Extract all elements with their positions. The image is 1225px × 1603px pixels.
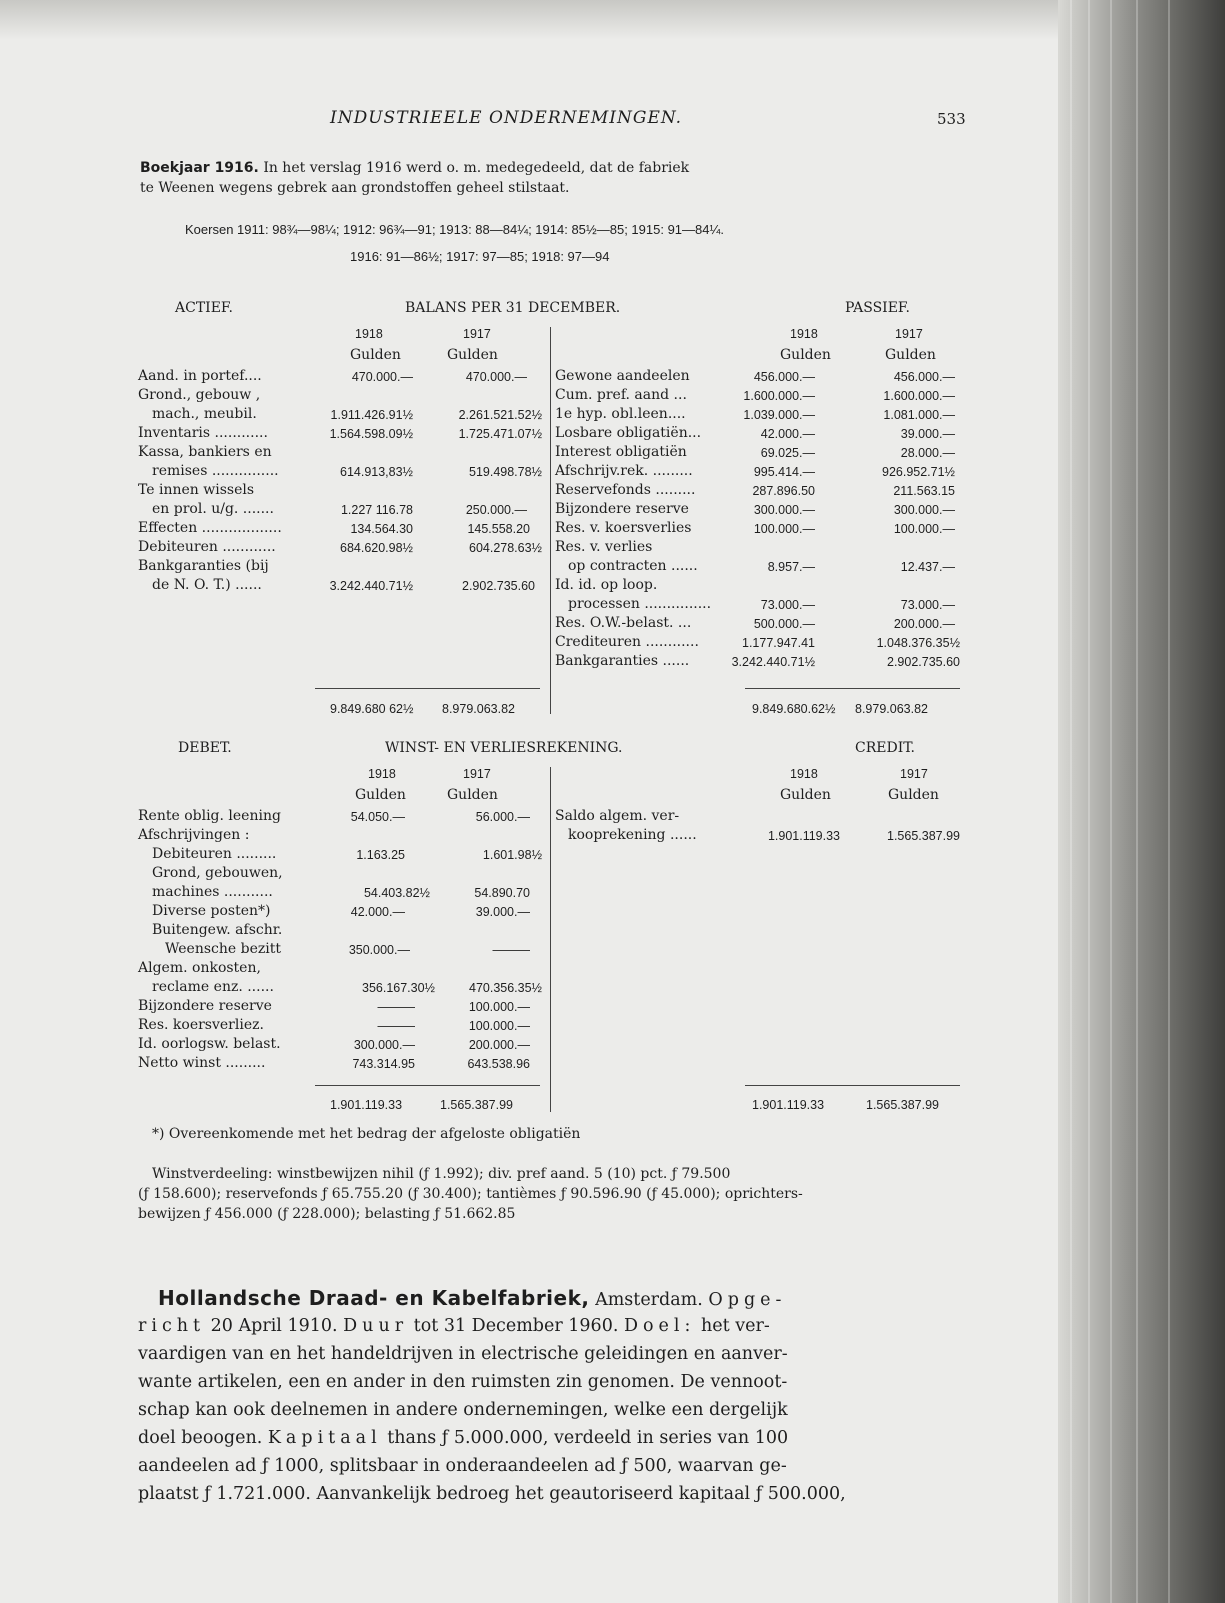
wv-title: WINST- EN VERLIESREKENING. (385, 740, 623, 756)
balans-total-right-2: 8.979.063.82 (855, 702, 928, 716)
balans-total-right-1: 9.849.680.62½ (752, 702, 836, 716)
balans-year-left-1: 1918 (355, 327, 383, 341)
wv-total-left-1: 1.901.119.33 (330, 1098, 403, 1112)
wv-year-left-2: 1917 (463, 767, 491, 781)
running-header: INDUSTRIEELE ONDERNEMINGEN. (330, 108, 683, 128)
company-line-5: schap kan ook deelnemen in andere ondernemingen, welke een dergelijk (138, 1400, 788, 1420)
balans-title: BALANS PER 31 DECEMBER. (405, 300, 621, 316)
intro-label: Boekjaar 1916. (140, 160, 259, 176)
balans-year-left-2: 1917 (463, 327, 491, 341)
wv-unit-right-2: Gulden (888, 787, 939, 803)
intro-line-1: Boekjaar 1916. In het verslag 1916 werd o. m. medegedeeld, dat de fabriek (140, 160, 690, 176)
page-number: 533 (937, 110, 966, 128)
wv-unit-left-2: Gulden (447, 787, 498, 803)
balans-passief-head: PASSIEF. (845, 300, 910, 316)
page-shadow (0, 0, 1058, 40)
wv-total-rule-left (315, 1085, 540, 1086)
wv-credit-head: CREDIT. (855, 740, 915, 756)
wv-total-right-1: 1.901.119.33 (752, 1098, 825, 1112)
company-line-4: wante artikelen, een en ander in den ruimsten zin genomen. De vennoot- (138, 1372, 788, 1392)
winstverdeeling-line-3: bewijzen ƒ 456.000 (ƒ 228.000); belasting ƒ 51.662.85 (138, 1206, 516, 1222)
wv-footnote: *) Overeenkomende met het bedrag der afgeloste obligatiën (152, 1126, 581, 1142)
company-line-2: richt 20 April 1910. Duur tot 31 December 1960. Doel: het ver- (138, 1316, 770, 1336)
balans-actief-head: ACTIEF. (175, 300, 233, 316)
balans-year-right-1: 1918 (790, 327, 818, 341)
wv-total-left-2: 1.565.387.99 (440, 1098, 513, 1112)
company-line-8: plaatst ƒ 1.721.000. Aanvankelijk bedroeg het geautoriseerd kapitaal ƒ 500.000, (138, 1484, 846, 1504)
winstverdeeling-line-2: (ƒ 158.600); reservefonds ƒ 65.755.20 (ƒ 30.400); tantièmes ƒ 90.596.90 (ƒ 45.000); oprichters- (138, 1186, 803, 1202)
wv-year-right-2: 1917 (900, 767, 928, 781)
koersen-line-1: Koersen 1911: 98¾—98¼; 1912: 96¾—91; 1913: 88—84¼; 1914: 85½—85; 1915: 91—84¼. (185, 222, 724, 237)
balans-unit-left-2: Gulden (447, 347, 498, 363)
balans-year-right-2: 1917 (895, 327, 923, 341)
balans-total-left-2: 8.979.063.82 (442, 702, 515, 716)
balans-total-rule-left (315, 688, 540, 689)
intro-line-2: te Weenen wegens gebrek aan grondstoffen geheel stilstaat. (140, 180, 570, 196)
balans-unit-right-1: Gulden (780, 347, 831, 363)
balans-total-left-1: 9.849.680 62½ (330, 702, 414, 716)
balans-unit-left-1: Gulden (350, 347, 401, 363)
winstverdeeling-line-1: Winstverdeeling: winstbewijzen nihil (ƒ 1.992); div. pref aand. 5 (10) pct. ƒ 79.500 (152, 1166, 731, 1182)
wv-unit-left-1: Gulden (355, 787, 406, 803)
wv-debet-head: DEBET. (178, 740, 232, 756)
company-line-3: vaardigen van en het handeldrijven in electrische geleidingen en aanver- (138, 1344, 788, 1364)
book-page: INDUSTRIEELE ONDERNEMINGEN. 533 Boekjaar 1916. In het verslag 1916 werd o. m. medegedeeld, dat de fabriek te Weenen wegens gebrek aan grondstoffen geheel stilstaat. Koersen 1911: 98¾—98¼; 1912: 96¾—91; 1913: 88—84¼; 1914: 85½—85; 1915: 91—84¼. 1916: 91—86½; 1917: 97—85; 1918: 97—94 ACTIEF. BALANS PER 31 DECEMBER. PASSIEF. 1918 1917 Gulden Gulden 1918 1917 Gulden Gulden Aand. in portef.... 470.000.— 470.000.— Grond., gebouw , mach., meubil. 1.911.426.91½ 2.261.521.52½ Inventaris ............ 1.564.598.09½ 1.725.471.07½ Kassa, bankiers en remises ............... 614.913,83½ 519.498.78½ Te innen wissels en prol. u/g. ....... 1.227 116.78 250.000.— Effecten .................. 134.564.30 145.558.20 Debiteuren ............ 684.620.98½ 604.278.63½ Bankgaranties (bij de N. O. T.) ...... 3.242.440.71½ 2.902.735.60 Gewone aandeelen 456.000.— 456.000.— Cum. pref. aand ... 1.600.000.— 1.600.000.— 1e hyp. obl.leen.... 1.039.000.— 1.081.000.— Losbare obligatiën... 42.000.— 39.000.— Interest obligatiën 69.025.— 28.000.— Afschrijv.rek. ......... 995.414.— 926.952.71½ Reservefonds ......... 287.896.50 211.563.15 Bijzondere reserve 300.000.— 300.000.— Res. v. koersverlies 100.000.— 100.000.— Res. v. verlies op contracten ...... 8.957.— 12.437.— Id. id. op loop. processen ............... 73.000.— 73.000.— Res. O.W.-belast. ... 500.000.— 200.000.— Crediteuren ............ 1.177.947.41 1.048.376.35½ Bankgaranties ...... 3.242.440.71½ 2.902.735.60 9.849.680 62½ 8.979.063.82 9.849.680.62½ 8.979.063.82 DEBET. WINST- EN VERLIESREKENING. CREDIT. 1918 1917 Gulden Gulden 1918 1917 Gulden Gulden Rente oblig. leening 54.050.— 56.000.— Afschrijvingen : Debiteuren ......... 1.163.25 1.601.98½ Grond, gebouwen, machines ........... 54.403.82½ 54.890.70 Diverse posten*) 42.000.— 39.000.— Buitengew. afschr. Weensche bezitt 350.000.— ——— Algem. onkosten, reclame enz. ...... 356.167.30½ 470.356.35½ Bijzondere reserve ——— 100.000.— Res. koersverliez. ——— 100.000.— Id. oorlogsw. belast. 300.000.— 200.000.— Netto winst ......... 743.314.95 643.538.96 Saldo algem. ver- kooprekening ...... 1.901.119.33 1.565.387.99 1.901.119.33 1.565.387.99 1.901.119.33 1.565.387.99 *) Overeenkomende met het bedrag der afgeloste obligatiën Winstverdeeling: winstbewijzen nihil (ƒ 1.992); div. pref aand. 5 (10) pct. ƒ 79.500 (ƒ 158.600); reservefonds ƒ 65.755.20 (ƒ 30.400); tantièmes ƒ 90.596.90 (ƒ 45.000); oprichters- bewijzen ƒ 456.000 (ƒ 228.000); belasting ƒ 51.662.85 Hollandsche Draad- en Kabelfabriek, Amsterdam. Opge- richt 20 April 1910. Duur tot 31 December 1960. Doel: het ver- vaardigen van en het handeldrijven in electrische geleidingen en aanver- wante artikelen, een en ander in den ruimsten zin genomen. De vennoot- schap kan ook deelnemen in andere ondernemingen, welke een dergelijk doel beoogen. Kapitaal thans ƒ 5.000.000, verdeeld in series van 100 aandeelen ad ƒ 1000, splitsbaar in onderaandeelen ad ƒ 500, waarvan ge- plaatst ƒ 1.721.000. Aanvankelijk bedroeg het geautoriseerd kapitaal ƒ 500.000, (0, 0, 1058, 1603)
wv-year-right-1: 1918 (790, 767, 818, 781)
balans-total-rule-right (745, 688, 960, 689)
koersen-line-2: 1916: 91—86½; 1917: 97—85; 1918: 97—94 (350, 249, 610, 264)
company-name: Hollandsche Draad- en Kabelfabriek, (158, 1286, 590, 1310)
company-line-1: Hollandsche Draad- en Kabelfabriek, Amsterdam. Opge- (158, 1286, 787, 1310)
wv-divider (550, 767, 551, 1112)
wv-year-left-1: 1918 (368, 767, 396, 781)
company-line-6: doel beoogen. Kapitaal thans ƒ 5.000.000, verdeeld in series van 100 (138, 1428, 789, 1448)
book-page-edges (1058, 0, 1225, 1603)
balans-unit-right-2: Gulden (885, 347, 936, 363)
wv-total-right-2: 1.565.387.99 (866, 1098, 939, 1112)
balans-divider (550, 327, 551, 714)
wv-unit-right-1: Gulden (780, 787, 831, 803)
company-line-7: aandeelen ad ƒ 1000, splitsbaar in onderaandeelen ad ƒ 500, waarvan ge- (138, 1456, 787, 1476)
wv-total-rule-right (745, 1085, 960, 1086)
